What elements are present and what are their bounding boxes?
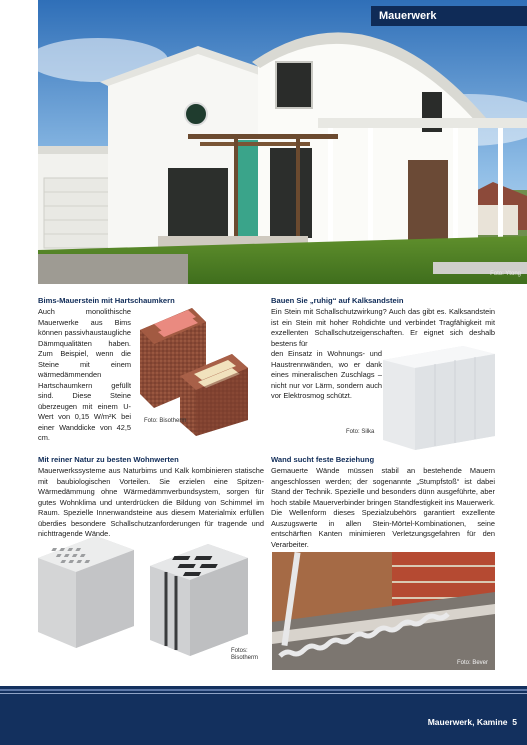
footer-section-name: Mauerwerk, Kamine xyxy=(427,717,508,727)
bims-credit: Foto: Bisotherm xyxy=(144,418,187,424)
hero-house-photo xyxy=(38,0,527,284)
footer-rule-thin xyxy=(0,693,527,694)
wand-heading: Wand sucht feste Beziehung xyxy=(271,455,375,464)
wand-text: Gemauerte Wände müssen stabil an bestehende Mauern angeschlossen werden; der sogenannte „Stumpfstoß“ ist dabei Stand der Technik. Spezielle und besonders dünn ausgeführte, aber hoch stabile Mauerverbinder bringen Standfestigkeit ins Mauerwerk. Die Wellenform dieses Spezialzubehörs garantiert exzellente Auszugswerte in allen Stein-Mörtel-Kombinationen, seine entschärften Kanten minimieren Verletzungsgefahren für den Verarbeiter. xyxy=(271,466,495,549)
kalksand-text-narrow: den Einsatz in Wohnungs- und Haustrennwänden, wo er dank eines mineralischen Zuschlags – nicht nur vor Lärm, sondern auch vor Elektrosmog schützt. xyxy=(271,349,382,400)
footer-band xyxy=(0,686,527,745)
bims-heading: Bims-Mauerstein mit Hartschaumkern xyxy=(38,296,175,305)
house-illustration xyxy=(38,0,527,284)
limestone-block-illustration xyxy=(383,340,495,450)
footer-rule xyxy=(0,689,527,691)
natur-blocks-image xyxy=(38,536,264,666)
kalksand-heading: Bauen Sie „ruhig“ auf Kalksandstein xyxy=(271,296,404,305)
natur-text: Mauerwerkssysteme aus Naturbims und Kalk kombinieren statische mit baubiologischen Vorteilen. Sie erzielen eine Spitzen-Wärmedämmung ohne Wärmedämmverbundsystem, sorgen für gutes Wohnklima und unterdrücken die Bildung von Schimmel im Raum. Spezielle Innenwandsteine aus diesem Materialmix erfüllen überdies besondere Schallschutzanforderungen für tragende und nichttragende Wände. xyxy=(38,466,264,538)
kalksand-text-full: Ein Stein mit Schallschutzwirkung? Auch das gibt es. Kalksandstein ist ein Stein mit hoher Rohdichte und verbindet Tragfähigkeit mit exzellenten Schallschutzeigenschaften. Er eignet sich deshalb bestens für xyxy=(271,307,495,348)
page-number: 5 xyxy=(512,717,517,727)
bims-block-image xyxy=(136,300,266,436)
section-tab: Mauerwerk xyxy=(371,6,527,26)
bims-text: Auch monolithische Mauerwerke aus Bims können passivhaustaugliche Dämmqualitäten haben. Zum Beispiel, wenn die Steine mit einem wärmedämmenden Hartschaumkern gefüllt sind. Diese Steine überzeugen mit einem U-Wert von 0,15 W/m²K bei einer Wanddicke von 42,5 cm. xyxy=(38,307,131,442)
natur-credit-line1: Fotos: xyxy=(231,648,248,654)
hero-photo-credit: Foto: Ytong xyxy=(490,271,521,277)
wand-credit: Foto: Bever xyxy=(457,660,489,666)
footer-section-page xyxy=(428,717,517,727)
wand-connector-image xyxy=(272,552,495,670)
pumice-blocks-illustration xyxy=(136,300,266,436)
hollow-blocks-illustration xyxy=(38,536,264,666)
wall-connector-illustration xyxy=(272,552,495,670)
natur-heading: Mit reiner Natur zu besten Wohnwerten xyxy=(38,455,179,464)
natur-credit-line2: Bisotherm xyxy=(231,655,259,661)
kalksand-credit: Foto: Silka xyxy=(346,429,375,435)
kalksand-block-image xyxy=(383,340,495,450)
